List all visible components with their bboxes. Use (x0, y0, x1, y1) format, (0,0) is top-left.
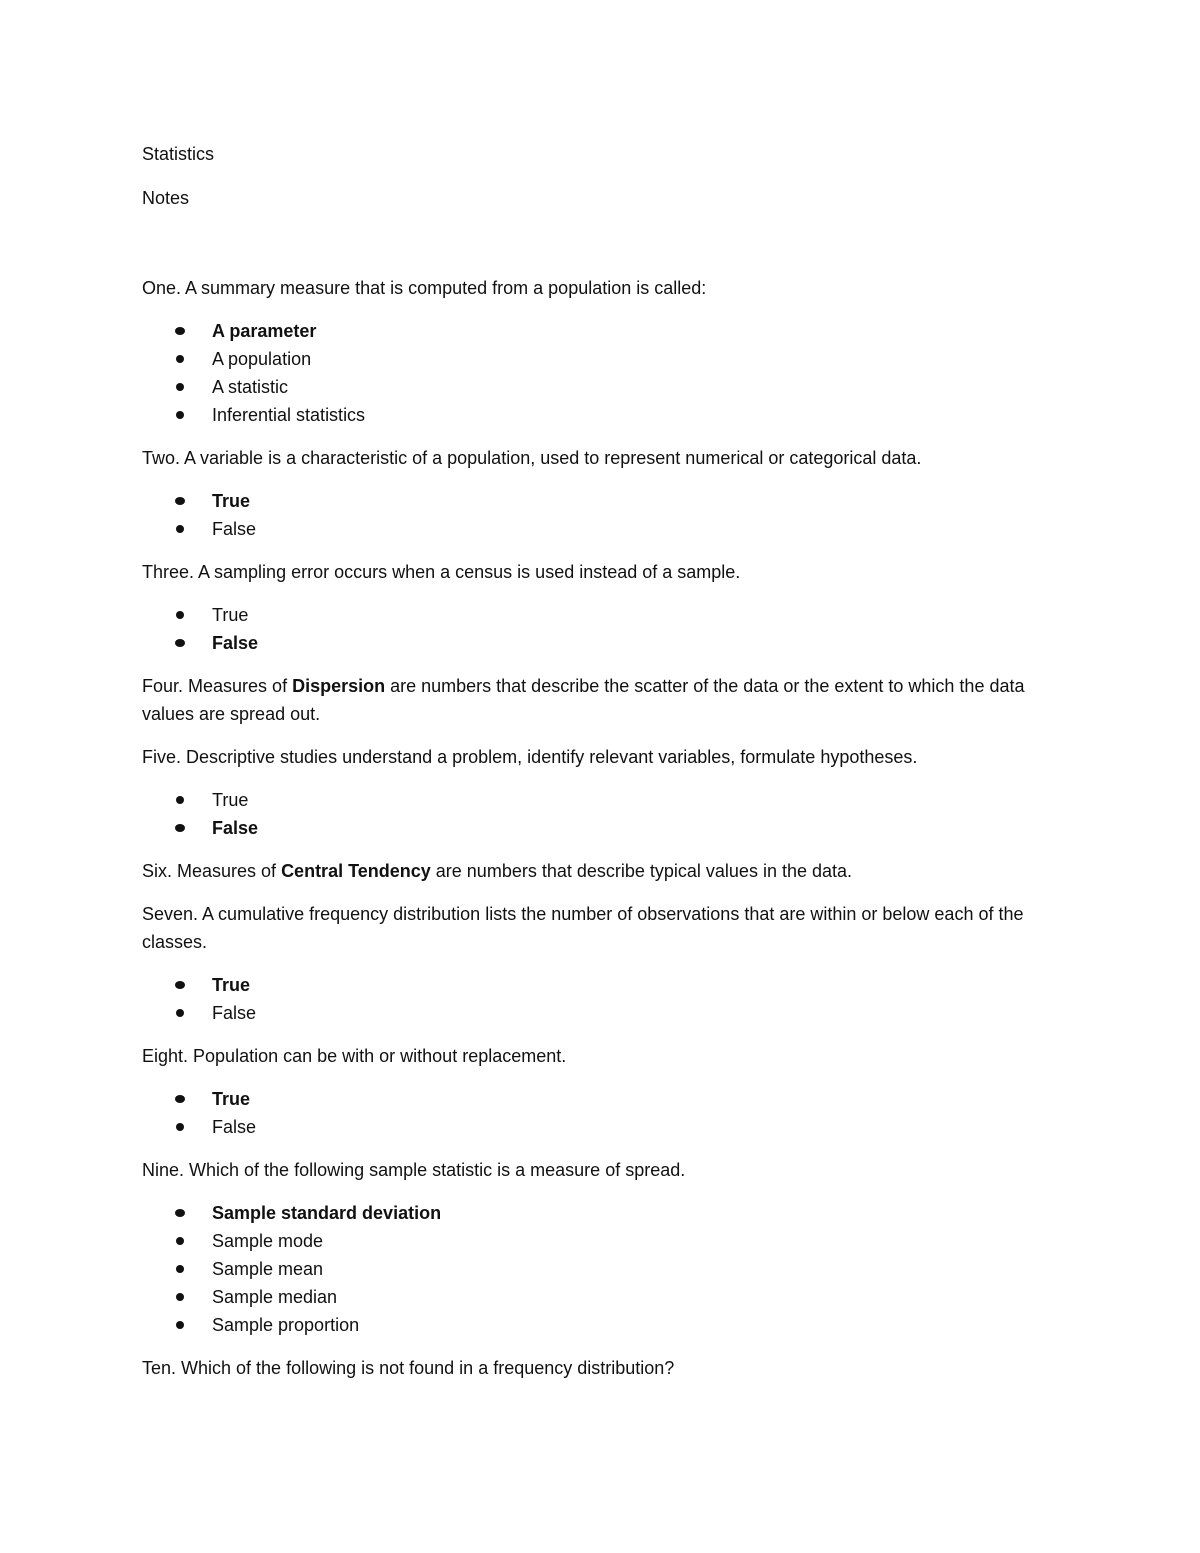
question-text: Eight. Population can be with or without replacement. (142, 1046, 567, 1066)
question-block (142, 1156, 1042, 1339)
question-text: Three. A sampling error occurs when a census is used instead of a sample. (142, 562, 741, 582)
option-item-correct (142, 971, 1042, 999)
option-item-correct (142, 629, 1042, 657)
question-text (142, 857, 1042, 885)
document-title: Statistics (142, 144, 215, 164)
document-subtitle: Notes (142, 188, 190, 208)
option-item (142, 1311, 1042, 1339)
option-item (142, 401, 1042, 429)
bullet-icon (175, 639, 185, 647)
bullet-icon (176, 1265, 184, 1273)
question-block (142, 1042, 1042, 1141)
question-text: Two. A variable is a characteristic of a population, used to represent numerical or categorical data. (142, 448, 922, 468)
question-block (142, 857, 1042, 885)
bullet-icon (176, 525, 184, 533)
question-block (142, 672, 1042, 728)
option-label: A parameter (212, 321, 317, 341)
option-label: False (212, 1117, 257, 1137)
option-item (142, 601, 1042, 629)
question-text-segment: Six. Measures of (142, 861, 282, 881)
option-item-correct (142, 487, 1042, 515)
option-label: False (212, 1003, 257, 1023)
question-text-segment: are numbers that describe the scatter of the data or the extent to which the data values are spread out. (142, 676, 1030, 724)
question-list (142, 274, 1042, 1382)
option-item (142, 786, 1042, 814)
question-text: Ten. Which of the following is not found in a frequency distribution? (142, 1358, 675, 1378)
option-label: Sample standard deviation (212, 1203, 442, 1223)
bullet-icon (176, 611, 184, 619)
option-list (142, 971, 1042, 1027)
question-block (142, 558, 1042, 657)
bullet-icon (175, 824, 185, 832)
option-item (142, 345, 1042, 373)
option-item (142, 1227, 1042, 1255)
option-label: False (212, 818, 259, 838)
option-list (142, 1085, 1042, 1141)
option-item (142, 1283, 1042, 1311)
option-list (142, 317, 1042, 429)
question-text-segment: Four. Measures of (142, 676, 293, 696)
question-text-segment: are numbers that describe typical values in the data. (430, 861, 853, 881)
option-item-correct (142, 1085, 1042, 1113)
bullet-icon (176, 1237, 184, 1245)
option-list (142, 1199, 1042, 1339)
option-list (142, 487, 1042, 543)
option-item-correct (142, 317, 1042, 345)
bullet-icon (176, 411, 184, 419)
option-list (142, 601, 1042, 657)
option-label: True (212, 1089, 251, 1109)
option-label: A statistic (212, 377, 289, 397)
bullet-icon (176, 796, 184, 804)
option-label: Sample mean (212, 1259, 324, 1279)
question-block (142, 444, 1042, 543)
option-label: True (212, 605, 249, 625)
option-item (142, 515, 1042, 543)
bullet-icon (176, 1321, 184, 1329)
bullet-icon (175, 1209, 185, 1217)
bullet-icon (176, 355, 184, 363)
option-label: Sample mode (212, 1231, 324, 1251)
option-label: False (212, 519, 257, 539)
question-text: Nine. Which of the following sample statistic is a measure of spread. (142, 1160, 686, 1180)
option-item (142, 1113, 1042, 1141)
option-label: True (212, 790, 249, 810)
bullet-icon (175, 1095, 185, 1103)
option-label: Sample median (212, 1287, 338, 1307)
question-term-bold: Dispersion (292, 676, 386, 696)
question-term-bold: Central Tendency (281, 861, 431, 881)
option-item (142, 373, 1042, 401)
question-text: One. A summary measure that is computed from a population is called: (142, 278, 707, 298)
question-text (142, 672, 1042, 728)
bullet-icon (176, 1293, 184, 1301)
bullet-icon (176, 1123, 184, 1131)
bullet-icon (175, 327, 185, 335)
option-list (142, 786, 1042, 842)
option-item-correct (142, 814, 1042, 842)
option-item-correct (142, 1199, 1042, 1227)
question-block (142, 1354, 1042, 1382)
option-label: True (212, 975, 251, 995)
option-label: A population (212, 349, 312, 369)
option-item (142, 999, 1042, 1027)
option-label: False (212, 633, 259, 653)
document-content (142, 140, 1042, 1397)
bullet-icon (176, 1009, 184, 1017)
option-label: Inferential statistics (212, 405, 366, 425)
question-block (142, 900, 1042, 1027)
option-label: True (212, 491, 251, 511)
bullet-icon (175, 981, 185, 989)
option-item (142, 1255, 1042, 1283)
question-text: Five. Descriptive studies understand a problem, identify relevant variables, formulate hypotheses. (142, 747, 918, 767)
bullet-icon (176, 383, 184, 391)
question-text: Seven. A cumulative frequency distribution lists the number of observations that are within or below each of the classes. (142, 904, 1029, 952)
option-label: Sample proportion (212, 1315, 360, 1335)
bullet-icon (175, 497, 185, 505)
question-block (142, 743, 1042, 842)
question-block (142, 274, 1042, 429)
